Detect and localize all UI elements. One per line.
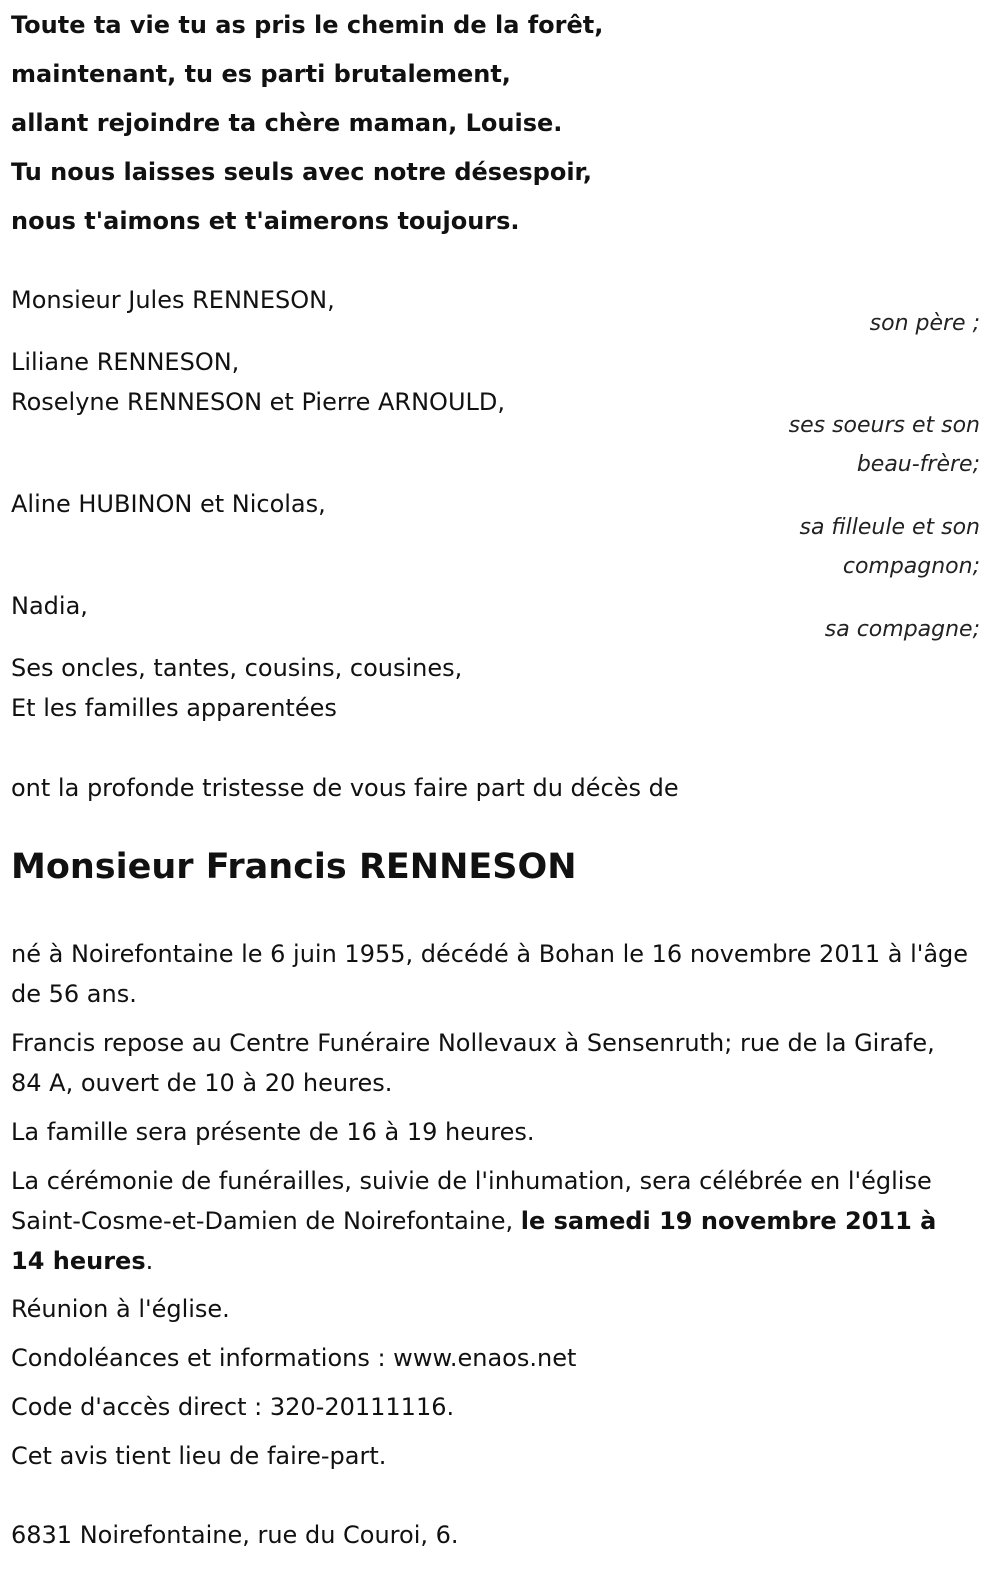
family-presence-paragraph: La famille sera présente de 16 à 19 heures.	[11, 1118, 535, 1146]
father-name: Monsieur Jules RENNESON,	[11, 286, 335, 314]
sisters-relation-line-2: beau-frère;	[856, 452, 980, 477]
ceremony-date: le samedi 19 novembre 2011 à 14 heures	[11, 1207, 937, 1275]
birth-death-paragraph: né à Noirefontaine le 6 juin 1955, décédé à Bohan le 16 novembre 2011 à l'âge de 56 ans.	[11, 940, 969, 1008]
goddaughter-relation-line-1: sa filleule et son	[799, 515, 980, 540]
poem-line: Toute ta vie tu as pris le chemin de la forêt,	[11, 11, 604, 39]
poem-line: Tu nous laisses seuls avec notre désespoir,	[11, 158, 592, 186]
goddaughter-relation-line-2: compagnon;	[842, 554, 980, 579]
relatives-line-1: Ses oncles, tantes, cousins, cousines,	[11, 654, 463, 682]
poem-line: nous t'aimons et t'aimerons toujours.	[11, 207, 520, 235]
ceremony-end: .	[145, 1247, 154, 1275]
announcement: ont la profonde tristesse de vous faire part du décès de	[11, 774, 679, 802]
sister-name-1: Liliane RENNESON,	[11, 348, 240, 376]
sisters-relation-line-1: ses soeurs et son	[788, 413, 980, 438]
deceased-name: Monsieur Francis RENNESON	[11, 847, 577, 887]
partner-name: Nadia,	[11, 592, 88, 620]
ceremony-text: La cérémonie de funérailles, suivie de l'inhumation, sera célébrée en l'église Saint-Cosme-et-Damien de Noirefontaine,	[11, 1167, 932, 1235]
reunion-paragraph: Réunion à l'église.	[11, 1295, 230, 1323]
address: 6831 Noirefontaine, rue du Couroi, 6.	[11, 1521, 459, 1549]
rest-location-paragraph: Francis repose au Centre Funéraire Nollevaux à Sensenruth; rue de la Girafe, 84 A, ouvert de 10 à 20 heures.	[11, 1029, 935, 1097]
father-relation: son père ;	[869, 311, 980, 336]
goddaughter-name: Aline HUBINON et Nicolas,	[11, 490, 326, 518]
poem	[11, 6, 971, 251]
sister-name-2: Roselyne RENNESON et Pierre ARNOULD,	[11, 388, 505, 416]
access-code-paragraph: Code d'accès direct : 320-20111116.	[11, 1393, 455, 1421]
condolences-paragraph: Condoléances et informations : www.enaos.net	[11, 1344, 577, 1372]
relatives-line-2: Et les familles apparentées	[11, 694, 337, 722]
partner-relation: sa compagne;	[824, 617, 980, 642]
poem-line: maintenant, tu es parti brutalement,	[11, 60, 511, 88]
notice-paragraph: Cet avis tient lieu de faire-part.	[11, 1442, 387, 1470]
ceremony-paragraph	[11, 1161, 971, 1281]
poem-line: allant rejoindre ta chère maman, Louise.	[11, 109, 563, 137]
